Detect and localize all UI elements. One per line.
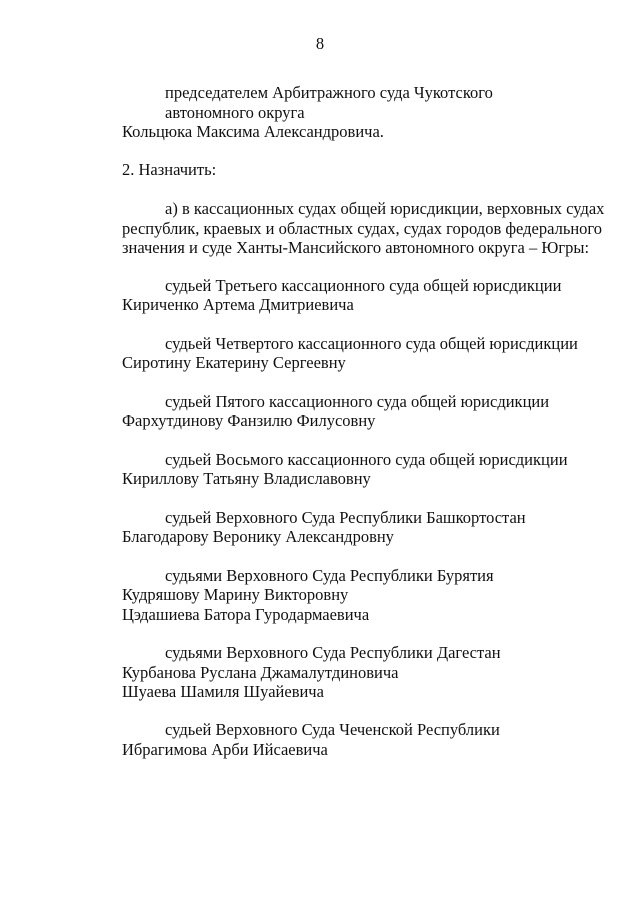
- appointment-name: Шуаева Шамиля Шуайевича: [122, 682, 324, 701]
- subitem-a-line-2: республик, краевых и областных судах, судах городов федерального: [122, 219, 603, 238]
- page-number: 8: [315, 34, 325, 53]
- appointment-name: Ибрагимова Арби Ийсаевича: [122, 740, 328, 759]
- appointment-name: Фархутдинову Фанзилю Филусовну: [122, 411, 376, 430]
- subitem-a-line-1: а) в кассационных судах общей юрисдикции, верховных судах: [165, 199, 605, 218]
- appointment-position: судьей Третьего кассационного суда общей юрисдикции: [165, 276, 562, 295]
- appointment-name: Сиротину Екатерину Сергеевну: [122, 353, 346, 372]
- appointment-position: судьей Верховного Суда Чеченской Республики: [165, 720, 500, 739]
- preamble-line-1: председателем Арбитражного суда Чукотского: [165, 83, 493, 102]
- appointment-name: Благодарову Веронику Александровну: [122, 527, 394, 546]
- appointment-name: Кудряшову Марину Викторовну: [122, 585, 349, 604]
- appointment-name: Цэдашиева Батора Гуродармаевича: [122, 605, 370, 624]
- appointment-position: судьями Верховного Суда Республики Бурятия: [165, 566, 494, 585]
- item-2-heading: 2. Назначить:: [122, 160, 217, 179]
- appointment-position: судьей Восьмого кассационного суда общей юрисдикции: [165, 450, 568, 469]
- appointment-position: судьей Верховного Суда Республики Башкортостан: [165, 508, 526, 527]
- preamble-line-3: Кольцюка Максима Александровича.: [122, 122, 384, 141]
- appointment-name: Курбанова Руслана Джамалутдиновича: [122, 663, 399, 682]
- subitem-a-line-3: значения и суде Ханты-Мансийского автономного округа – Югры:: [122, 238, 590, 257]
- appointment-position: судьями Верховного Суда Республики Дагестан: [165, 643, 501, 662]
- appointment-position: судьей Пятого кассационного суда общей юрисдикции: [165, 392, 550, 411]
- appointment-name: Кириллову Татьяну Владиславовну: [122, 469, 371, 488]
- preamble-line-2: автономного округа: [165, 103, 305, 122]
- appointment-position: судьей Четвертого кассационного суда общей юрисдикции: [165, 334, 578, 353]
- appointment-name: Кириченко Артема Дмитриевича: [122, 295, 354, 314]
